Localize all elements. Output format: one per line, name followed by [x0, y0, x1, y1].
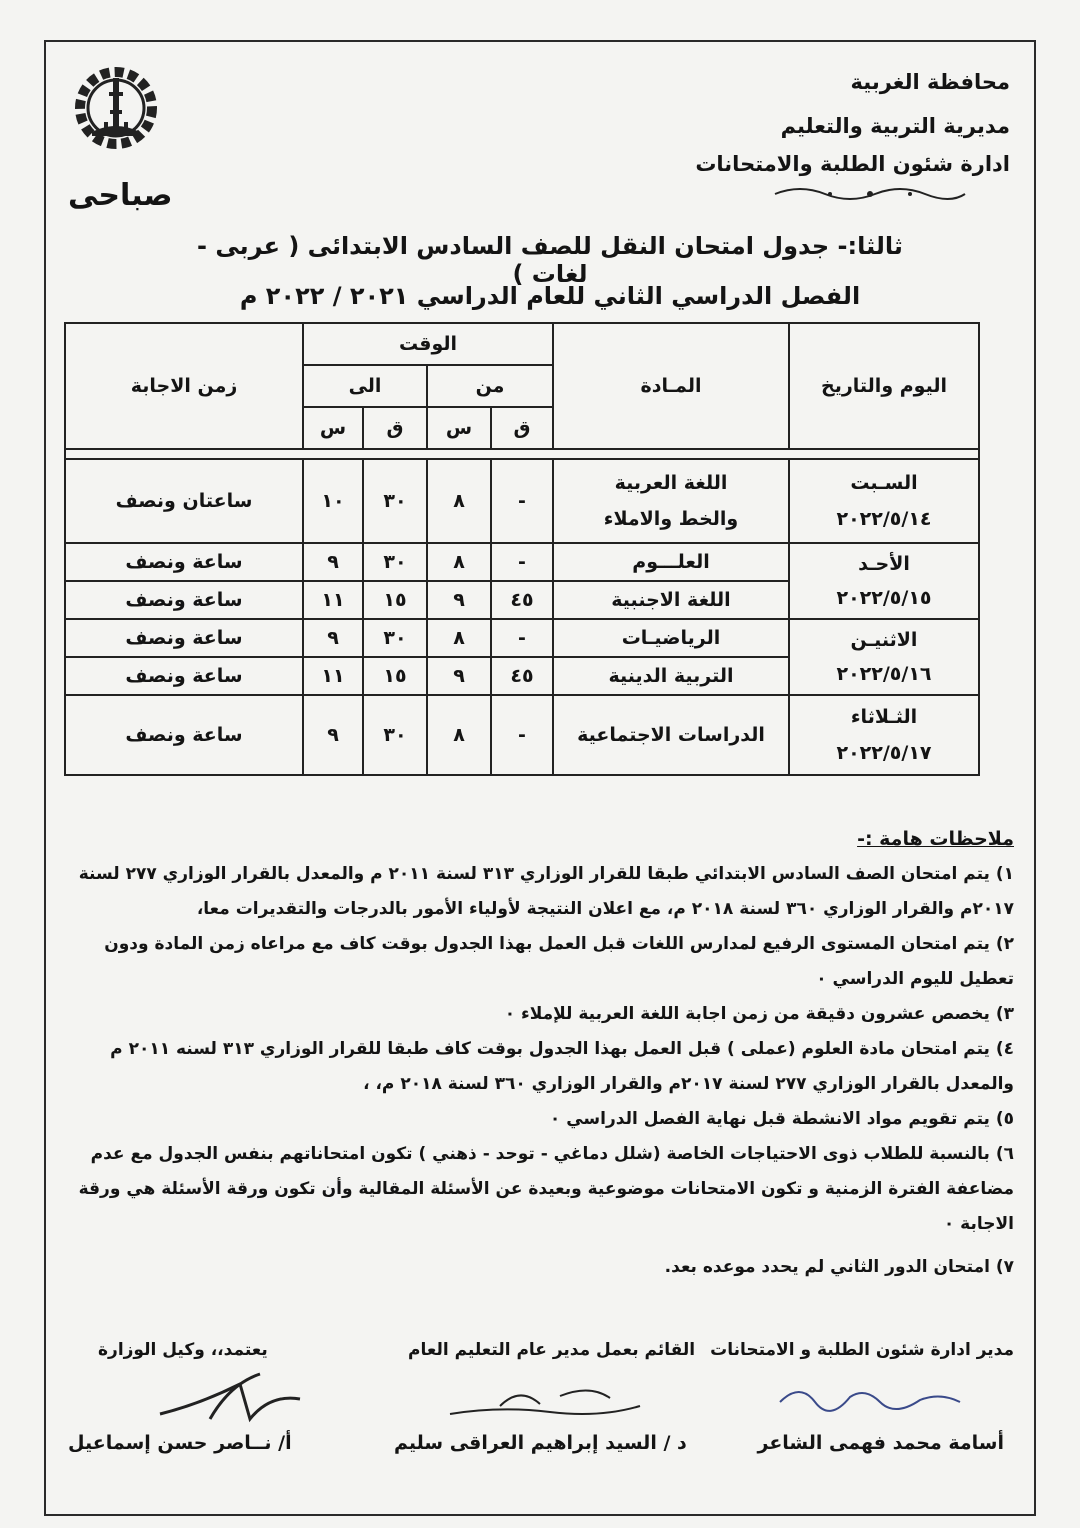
- col-header-time: الوقت: [303, 323, 553, 365]
- schedule-title: ثالثا:- جدول امتحان النقل للصف السادس الابتدائى ( عربى - لغات ): [197, 232, 903, 288]
- table-row: [65, 619, 979, 657]
- from-hour: ٨: [427, 543, 491, 581]
- from-minute: ٤٥: [491, 581, 553, 619]
- col-header-subject: المـادة: [553, 323, 789, 449]
- col-header-from-min: ق: [491, 407, 553, 449]
- governorate-name: محافظة الغربية: [850, 70, 1010, 94]
- table-row: [65, 543, 979, 581]
- schedule-subtitle: الفصل الدراسي الثاني للعام الدراسي ٢٠٢١ / ٢٠٢٢ م: [239, 282, 861, 310]
- from-hour: ٩: [427, 581, 491, 619]
- subject-name-line2: والخط والاملاء: [603, 508, 739, 530]
- signature-title-middle: القائم بعمل مدير عام التعليم العام: [408, 1340, 696, 1360]
- note-item: ٢) يتم امتحان المستوى الرفيع لمدارس اللغات قبل العمل بهذا الجدول بوقت كاف مع مراعاه زمن المادة ودون تعطيل لليوم الدراسي ٠: [104, 934, 1014, 989]
- shift-label: صباحى: [68, 178, 173, 213]
- table-row: [65, 459, 979, 543]
- subject-name: الرياضيـات: [553, 619, 789, 657]
- from-minute: -: [491, 459, 553, 543]
- to-hour: ٩: [303, 619, 363, 657]
- day-name: الاثنيـن: [850, 629, 918, 651]
- duration: ساعة ونصف: [65, 657, 303, 695]
- from-minute: -: [491, 619, 553, 657]
- signature-scribble-right-icon: [770, 1372, 970, 1422]
- exam-schedule-table: [64, 322, 980, 776]
- to-hour: ١٠: [303, 459, 363, 543]
- to-minute: ١٥: [363, 657, 427, 695]
- note-item: ٣) يخصص عشرون دقيقة من زمن اجابة اللغة العربية للإملاء ٠: [504, 1004, 1014, 1024]
- col-header-from-hour: س: [427, 407, 491, 449]
- day-cell: [789, 543, 979, 619]
- to-minute: ٣٠: [363, 459, 427, 543]
- from-minute: -: [491, 543, 553, 581]
- subject-name: الدراسات الاجتماعية: [553, 695, 789, 775]
- note-item: ٦) بالنسبة للطلاب ذوى الاحتياجات الخاصة (شلل دماغي - توحد - ذهني ) تكون امتحاناتهم بنفس الجدول مع عدم مضاعفة الفترة الزمنية و تكون الامتحانات موضوعية وبعيدة عن الأسئلة المقالية وأن تكون ورقة الأسئلة هي ورقة الاجابة ٠: [78, 1144, 1014, 1234]
- duration: ساعة ونصف: [65, 581, 303, 619]
- table-row: [65, 695, 979, 775]
- directorate-name: مديرية التربية والتعليم: [780, 114, 1010, 138]
- signature-name-middle: د / السيد إبراهيم العراقى سليم: [394, 1432, 687, 1454]
- to-hour: ١١: [303, 657, 363, 695]
- governorate-logo-icon: [70, 62, 162, 154]
- col-header-to: الى: [303, 365, 427, 407]
- department-name: ادارة شئون الطلبة والامتحانات: [695, 152, 1010, 176]
- col-header-to-min: ق: [363, 407, 427, 449]
- to-minute: ٣٠: [363, 619, 427, 657]
- col-header-from: من: [427, 365, 553, 407]
- to-minute: ١٥: [363, 581, 427, 619]
- day-date: ٢٠٢٢/٥/١٦: [836, 663, 932, 685]
- col-header-to-hour: س: [303, 407, 363, 449]
- table-spacer: [65, 449, 979, 459]
- subject-cell: [553, 459, 789, 543]
- to-hour: ١١: [303, 581, 363, 619]
- note-item: ٤) يتم امتحان مادة العلوم (عملى ) قبل العمل بهذا الجدول بوقت كاف طبقا للقرار الوزاري ٣١٣ لسنه ٢٠١١ م والمعدل بالقرار الوزاري ٢٧٧ لسنة ٢٠١٧م والقرار الوزاري ٣٦٠ لسنة ٢٠١٨ م، ،: [110, 1039, 1014, 1094]
- signature-name-right: أسامة محمد فهمى الشاعر: [757, 1432, 1004, 1454]
- signature-title-right: مدير ادارة شئون الطلبة و الامتحانات: [710, 1340, 1014, 1360]
- duration: ساعة ونصف: [65, 619, 303, 657]
- day-cell: [789, 459, 979, 543]
- col-header-day: اليوم والتاريخ: [789, 323, 979, 449]
- from-minute: -: [491, 695, 553, 775]
- duration: ساعة ونصف: [65, 543, 303, 581]
- signature-title-left: يعتمد،، وكيل الوزارة: [98, 1340, 268, 1360]
- day-date: ٢٠٢٢/٥/١٤: [836, 508, 932, 530]
- from-hour: ٩: [427, 657, 491, 695]
- subject-name: العلـــوم: [553, 543, 789, 581]
- from-hour: ٨: [427, 459, 491, 543]
- day-name: السـبت: [850, 472, 918, 494]
- day-date: ٢٠٢٢/٥/١٧: [836, 742, 932, 764]
- note-item: ١) يتم امتحان الصف السادس الابتدائي طبقا للقرار الوزاري ٣١٣ لسنة ٢٠١١ م والمعدل بالقرار الوزاري ٢٧٧ لسنة ٢٠١٧م والقرار الوزاري ٣٦٠ لسنة ٢٠١٨ م، مع اعلان النتيجة لأولياء الأمور بالدرجات والتقديرات معا،: [78, 864, 1014, 919]
- day-name: الأحـد: [858, 553, 910, 575]
- day-date: ٢٠٢٢/٥/١٥: [836, 587, 932, 609]
- from-minute: ٤٥: [491, 657, 553, 695]
- signature-scribble-left-icon: [150, 1364, 320, 1434]
- subject-name: التربية الدينية: [553, 657, 789, 695]
- from-hour: ٨: [427, 619, 491, 657]
- notes-heading: ملاحظات هامة :-: [857, 828, 1014, 850]
- subject-name: اللغة العربية: [614, 472, 728, 494]
- duration: ساعتان ونصف: [65, 459, 303, 543]
- to-minute: ٣٠: [363, 543, 427, 581]
- note-item: ٥) يتم تقويم مواد الانشطة قبل نهاية الفصل الدراسي ٠: [549, 1109, 1014, 1129]
- day-cell: [789, 619, 979, 695]
- duration: ساعة ونصف: [65, 695, 303, 775]
- signature-name-left: أ/ نــاصر حسن إسماعيل: [68, 1432, 292, 1454]
- signature-scribble-middle-icon: [440, 1376, 660, 1426]
- to-hour: ٩: [303, 543, 363, 581]
- subject-name: اللغة الاجنبية: [553, 581, 789, 619]
- notes-section: [66, 822, 1014, 1285]
- ornament-divider-icon: [770, 184, 970, 204]
- col-header-duration: زمن الاجابة: [65, 323, 303, 449]
- note-item: ٧) امتحان الدور الثاني لم يحدد موعده بعد.: [664, 1257, 1014, 1277]
- to-hour: ٩: [303, 695, 363, 775]
- from-hour: ٨: [427, 695, 491, 775]
- day-name: الثـلاثاء: [850, 706, 918, 728]
- to-minute: ٣٠: [363, 695, 427, 775]
- day-cell: [789, 695, 979, 775]
